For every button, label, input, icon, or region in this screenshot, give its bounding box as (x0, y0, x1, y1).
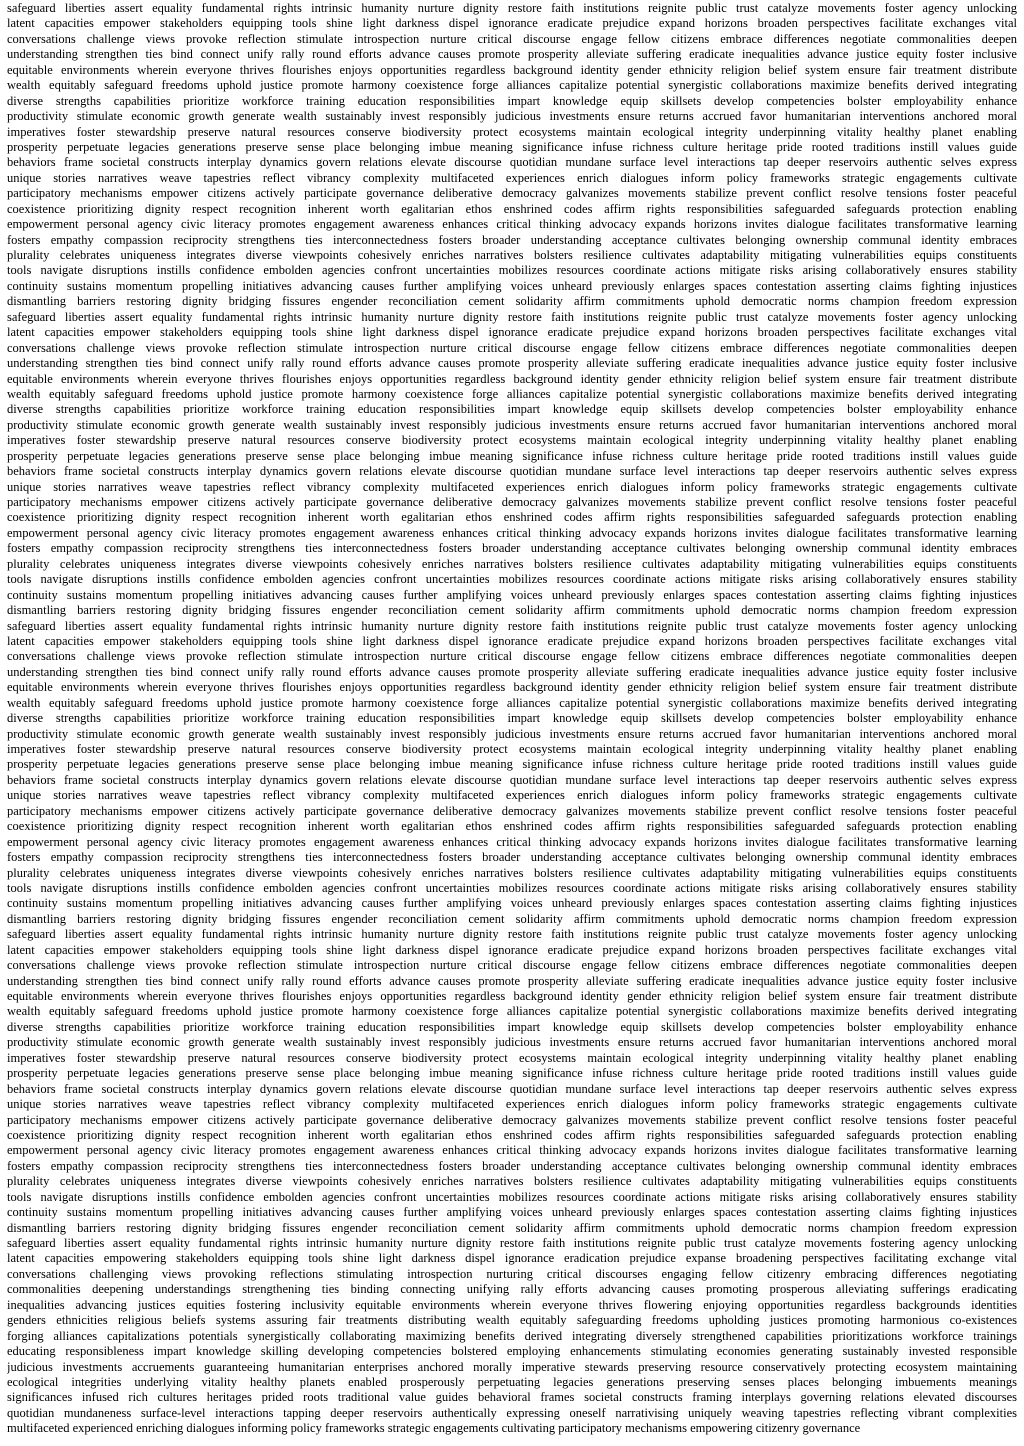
text-line: understanding strengthen ties bind connect unify rally round efforts advance causes promote prosperity alleviate suffering eradicate inequalities advance justice equity foster inclusive (7, 356, 1017, 371)
text-line: conversations challenging views provoking reflections stimulating introspection nurturing critical discourses engaging fellow citizenry embracing differences negotiating (7, 1266, 1017, 1281)
text-line: equitable environments wherein everyone thrives flourishes enjoys opportunities regardless background identity gender ethnicity religion belief system ensure fair treatment distribute (7, 371, 1017, 386)
text-line: coexistence prioritizing dignity respect recognition inherent worth egalitarian ethos enshrined codes affirm rights responsibilities safeguarded safeguards protection enabling (7, 510, 1017, 525)
text-line: wealth equitably safeguard freedoms uphold justice promote harmony coexistence forge alliances capitalize potential synergistic collaborations maximize benefits derived integrating (7, 78, 1017, 93)
text-line: behaviors frame societal constructs interplay dynamics govern relations elevate discourse quotidian mundane surface level interactions tap deeper reservoirs authentic selves express (7, 155, 1017, 170)
text-line: understanding strengthen ties bind connect unify rally round efforts advance causes promote prosperity alleviate suffering eradicate inequalities advance justice equity foster inclusive (7, 973, 1017, 988)
text-line: fosters empathy compassion reciprocity strengthens ties interconnectedness fosters broader understanding acceptance cultivates belonging ownership communal identity embraces (7, 232, 1017, 247)
text-line: participatory mechanisms empower citizens actively participate governance deliberative democracy galvanizes movements stabilize prevent conflict resolve tensions foster peaceful (7, 803, 1017, 818)
text-line: productivity stimulate economic growth generate wealth sustainably invest responsibly judicious investments ensure returns accrued favor humanitarian interventions anchored moral (7, 109, 1017, 124)
text-line: tools navigate disruptions instills confidence embolden agencies confront uncertainties mobilizes resources coordinate actions mitigate risks arising collaboratively ensures stability (7, 880, 1017, 895)
text-line: prosperity perpetuate legacies generations preserve sense place belonging imbue meaning significance infuse richness culture heritage pride rooted traditions instill values guide (7, 139, 1017, 154)
text-line: continuity sustains momentum propelling initiatives advancing causes further amplifying voices unheard previously enlarges spaces contestation asserting claims fighting injustices (7, 1205, 1017, 1220)
text-line: safeguard liberties assert equality fundamental rights intrinsic humanity nurture dignity restore faith institutions reignite public trust catalyze movements foster agency unlocking (7, 927, 1017, 942)
text-line: behaviors frame societal constructs interplay dynamics govern relations elevate discourse quotidian mundane surface level interactions tap deeper reservoirs authentic selves express (7, 464, 1017, 479)
text-line: latent capacities empower stakeholders equipping tools shine light darkness dispel ignorance eradicate prejudice expand horizons broaden perspectives facilitate exchanges vital (7, 633, 1017, 648)
text-line: plurality celebrates uniqueness integrates diverse viewpoints cohesively enriches narratives bolsters resilience cultivates adaptability mitigating vulnerabilities equips constituents (7, 248, 1017, 262)
text-line: fosters empathy compassion reciprocity strengthens ties interconnectedness fosters broader understanding acceptance cultivates belonging ownership communal identity embraces (7, 541, 1017, 556)
text-line: understanding strengthen ties bind connect unify rally round efforts advance causes promote prosperity alleviate suffering eradicate inequalities advance justice equity foster inclusive (7, 47, 1017, 62)
text-line: unique stories narratives weave tapestries reflect vibrancy complexity multifaceted experiences enrich dialogues inform policy frameworks strategic engagements cultivate (7, 170, 1017, 185)
text-line: behaviors frame societal constructs interplay dynamics govern relations elevate discourse quotidian mundane surface level interactions tap deeper reservoirs authentic selves express (7, 1081, 1017, 1096)
text-line: imperatives foster stewardship preserve natural resources conserve biodiversity protect ecosystems maintain ecological integrity underpinning vitality healthy planet enabling (7, 1050, 1017, 1065)
text-line: tools navigate disruptions instills confidence embolden agencies confront uncertainties mobilizes resources coordinate actions mitigate risks arising collaboratively ensures stability (7, 572, 1017, 587)
text-line: imperatives foster stewardship preserve natural resources conserve biodiversity protect ecosystems maintain ecological integrity underpinning vitality healthy planet enabling (7, 742, 1017, 756)
text-line: safeguard liberties assert equality fundamental rights intrinsic humanity nurture dignity restore faith institutions reignite public trust catalyze movements foster agency unlocking (7, 309, 1017, 324)
text-line: empowerment personal agency civic literacy promotes engagement awareness enhances critical thinking advocacy expands horizons invites dialogue facilitates transformative learning (7, 217, 1017, 232)
text-line: diverse strengths capabilities prioritize workforce training education responsibilities impart knowledge equip skillsets develop competencies bolster employability enhance (7, 93, 1017, 108)
text-line: understanding strengthen ties bind connect unify rally round efforts advance causes promote prosperity alleviate suffering eradicate inequalities advance justice equity foster inclusive (7, 664, 1017, 679)
text-line: participatory mechanisms empower citizens actively participate governance deliberative democracy galvanizes movements stabilize prevent conflict resolve tensions foster peaceful (7, 186, 1017, 201)
text-line: empowerment personal agency civic literacy promotes engagement awareness enhances critical thinking advocacy expands horizons invites dialogue facilitates transformative learning (7, 834, 1017, 849)
text-line: continuity sustains momentum propelling initiatives advancing causes further amplifying voices unheard previously enlarges spaces contestation asserting claims fighting injustices (7, 278, 1017, 293)
text-line: wealth equitably safeguard freedoms uphold justice promote harmony coexistence forge alliances capitalize potential synergistic collaborations maximize benefits derived integrating (7, 386, 1017, 401)
text-line: equitable environments wherein everyone thrives flourishes enjoys opportunities regardless background identity gender ethnicity religion belief system ensure fair treatment distribute (7, 62, 1017, 77)
text-line: latent capacities empowering stakeholders equipping tools shine light darkness dispel ignorance eradication prejudice expanse broadening perspectives facilitating exchange vital (7, 1251, 1017, 1266)
text-line: tools navigate disruptions instills confidence embolden agencies confront uncertainties mobilizes resources coordinate actions mitigate risks arising collaboratively ensures stability (7, 263, 1017, 278)
text-line: conversations challenge views provoke reflection stimulate introspection nurture critical discourse engage fellow citizens embrace differences negotiate commonalities deepen (7, 649, 1017, 664)
text-line: continuity sustains momentum propelling initiatives advancing causes further amplifying voices unheard previously enlarges spaces contestation asserting claims fighting injustices (7, 587, 1017, 602)
text-line: equitable environments wherein everyone thrives flourishes enjoys opportunities regardless background identity gender ethnicity religion belief system ensure fair treatment distribute (7, 680, 1017, 695)
text-line: unique stories narratives weave tapestries reflect vibrancy complexity multifaceted experiences enrich dialogues inform policy frameworks strategic engagements cultivate (7, 1097, 1017, 1112)
text-line: wealth equitably safeguard freedoms uphold justice promote harmony coexistence forge alliances capitalize potential synergistic collaborations maximize benefits derived integrating (7, 695, 1017, 710)
text-line: safeguard liberties assert equality fundamental rights intrinsic humanity nurture dignity restore faith institutions reignite public trust catalyze movements foster agency unlocking (7, 618, 1017, 633)
text-line: empowerment personal agency civic literacy promotes engagement awareness enhances critical thinking advocacy expands horizons invites dialogue facilitates transformative learning (7, 1143, 1017, 1158)
text-line: judicious investments accruements guaranteeing humanitarian enterprises anchored morally imperative stewards preserving resource conservatively protecting ecosystem maintaining (7, 1359, 1017, 1374)
text-line: behaviors frame societal constructs interplay dynamics govern relations elevate discourse quotidian mundane surface level interactions tap deeper reservoirs authentic selves express (7, 772, 1017, 787)
text-line: productivity stimulate economic growth generate wealth sustainably invest responsibly judicious investments ensure returns accrued favor humanitarian interventions anchored moral (7, 417, 1017, 432)
text-line: equitable environments wherein everyone thrives flourishes enjoys opportunities regardless background identity gender ethnicity religion belief system ensure fair treatment distribute (7, 989, 1017, 1003)
text-line: quotidian mundaneness surface-level interactions tapping deeper reservoirs authentically expressing oneself narrativising uniquely weaving tapestries reflecting vibrant complexities (7, 1405, 1017, 1420)
text-line: ecological integrities underlying vitality healthy planets enabled prosperously perpetuating legacies generations preserving senses places belonging imbuements meanings (7, 1374, 1017, 1389)
text-line: latent capacities empower stakeholders equipping tools shine light darkness dispel ignorance eradicate prejudice expand horizons broaden perspectives facilitate exchanges vital (7, 942, 1017, 957)
text-line: latent capacities empower stakeholders equipping tools shine light darkness dispel ignorance eradicate prejudice expand horizons broaden perspectives facilitate exchanges vital (7, 16, 1017, 31)
text-line: dismantling barriers restoring dignity bridging fissures engender reconciliation cement solidarity affirm commitments uphold democratic norms champion freedom expression (7, 294, 1017, 309)
text-line: fosters empathy compassion reciprocity strengthens ties interconnectedness fosters broader understanding acceptance cultivates belonging ownership communal identity embraces (7, 1158, 1017, 1173)
text-line: participatory mechanisms empower citizens actively participate governance deliberative democracy galvanizes movements stabilize prevent conflict resolve tensions foster peaceful (7, 1112, 1017, 1127)
text-line: conversations challenge views provoke reflection stimulate introspection nurture critical discourse engage fellow citizens embrace differences negotiate commonalities deepen (7, 958, 1017, 973)
text-line: dismantling barriers restoring dignity bridging fissures engender reconciliation cement solidarity affirm commitments uphold democratic norms champion freedom expression (7, 911, 1017, 926)
text-line: productivity stimulate economic growth generate wealth sustainably invest responsibly judicious investments ensure returns accrued favor humanitarian interventions anchored moral (7, 1035, 1017, 1050)
text-line: prosperity perpetuate legacies generations preserve sense place belonging imbue meaning significance infuse richness culture heritage pride rooted traditions instill values guide (7, 448, 1017, 463)
text-line: coexistence prioritizing dignity respect recognition inherent worth egalitarian ethos enshrined codes affirm rights responsibilities safeguarded safeguards protection enabling (7, 201, 1017, 216)
text-line: diverse strengths capabilities prioritize workforce training education responsibilities impart knowledge equip skillsets develop competencies bolster employability enhance (7, 711, 1017, 726)
text-line: diverse strengths capabilities prioritize workforce training education responsibilities impart knowledge equip skillsets develop competencies bolster employability enhance (7, 1019, 1017, 1034)
text-line: wealth equitably safeguard freedoms uphold justice promote harmony coexistence forge alliances capitalize potential synergistic collaborations maximize benefits derived integrating (7, 1004, 1017, 1019)
text-line: dismantling barriers restoring dignity bridging fissures engender reconciliation cement solidarity affirm commitments uphold democratic norms champion freedom expression (7, 1220, 1017, 1235)
text-line: latent capacities empower stakeholders equipping tools shine light darkness dispel ignorance eradicate prejudice expand horizons broaden perspectives facilitate exchanges vital (7, 325, 1017, 340)
text-line: continuity sustains momentum propelling initiatives advancing causes further amplifying voices unheard previously enlarges spaces contestation asserting claims fighting injustices (7, 896, 1017, 911)
text-line: plurality celebrates uniqueness integrates diverse viewpoints cohesively enriches narratives bolsters resilience cultivates adaptability mitigating vulnerabilities equips constituents (7, 556, 1017, 571)
text-line: imperatives foster stewardship preserve natural resources conserve biodiversity protect ecosystems maintain ecological integrity underpinning vitality healthy planet enabling (7, 124, 1017, 139)
text-line: commonalities deepening understandings strengthening ties binding connecting unifying rally efforts advancing causes promoting prosperous alleviating sufferings eradicating (7, 1282, 1017, 1297)
text-line: conversations challenge views provoke reflection stimulate introspection nurture critical discourse engage fellow citizens embrace differences negotiate commonalities deepen (7, 31, 1017, 46)
text-line: coexistence prioritizing dignity respect recognition inherent worth egalitarian ethos enshrined codes affirm rights responsibilities safeguarded safeguards protection enabling (7, 1127, 1017, 1142)
text-line: unique stories narratives weave tapestries reflect vibrancy complexity multifaceted experiences enrich dialogues inform policy frameworks strategic engagements cultivate (7, 479, 1017, 494)
text-line: coexistence prioritizing dignity respect recognition inherent worth egalitarian ethos enshrined codes affirm rights responsibilities safeguarded safeguards protection enabling (7, 819, 1017, 834)
text-line: imperatives foster stewardship preserve natural resources conserve biodiversity protect ecosystems maintain ecological integrity underpinning vitality healthy planet enabling (7, 433, 1017, 448)
text-line: prosperity perpetuate legacies generations preserve sense place belonging imbue meaning significance infuse richness culture heritage pride rooted traditions instill values guide (7, 757, 1017, 772)
text-line: conversations challenge views provoke reflection stimulate introspection nurture critical discourse engage fellow citizens embrace differences negotiate commonalities deepen (7, 340, 1017, 355)
text-line: genders ethnicities religious beliefs systems assuring fair treatments distributing wealth equitably safeguarding freedoms upholding justices promoting harmonious co-existences (7, 1313, 1017, 1328)
text-line: tools navigate disruptions instills confidence embolden agencies confront uncertainties mobilizes resources coordinate actions mitigate risks arising collaboratively ensures stability (7, 1189, 1017, 1204)
text-line: forging alliances capitalizations potentials synergistically collaborating maximizing benefits derived integrating diversely strengthened capabilities prioritizations workforce trainings (7, 1328, 1017, 1343)
text-line: plurality celebrates uniqueness integrates diverse viewpoints cohesively enriches narratives bolsters resilience cultivates adaptability mitigating vulnerabilities equips constituents (7, 865, 1017, 880)
text-line: empowerment personal agency civic literacy promotes engagement awareness enhances critical thinking advocacy expands horizons invites dialogue facilitates transformative learning (7, 525, 1017, 540)
text-line: participatory mechanisms empower citizens actively participate governance deliberative democracy galvanizes movements stabilize prevent conflict resolve tensions foster peaceful (7, 495, 1017, 509)
text-line: prosperity perpetuate legacies generations preserve sense place belonging imbue meaning significance infuse richness culture heritage pride rooted traditions instill values guide (7, 1066, 1017, 1081)
text-line: plurality celebrates uniqueness integrates diverse viewpoints cohesively enriches narratives bolsters resilience cultivates adaptability mitigating vulnerabilities equips constituents (7, 1174, 1017, 1189)
text-line: productivity stimulate economic growth generate wealth sustainably invest responsibly judicious investments ensure returns accrued favor humanitarian interventions anchored moral (7, 726, 1017, 741)
text-line: safeguard liberties assert equality fundamental rights intrinsic humanity nurture dignity restore faith institutions reignite public trust catalyze movements foster agency unlocking (7, 1, 1017, 15)
text-line: dismantling barriers restoring dignity bridging fissures engender reconciliation cement solidarity affirm commitments uphold democratic norms champion freedom expression (7, 603, 1017, 618)
text-line: fosters empathy compassion reciprocity strengthens ties interconnectedness fosters broader understanding acceptance cultivates belonging ownership communal identity embraces (7, 850, 1017, 865)
text-line: multifaceted experienced enriching dialogues informing policy frameworks strategic engagements cultivating participatory mechanisms empowering citizenry governance (7, 1421, 861, 1436)
text-line: diverse strengths capabilities prioritize workforce training education responsibilities impart knowledge equip skillsets develop competencies bolster employability enhance (7, 402, 1017, 417)
text-line: educating responsibleness impart knowledge skilling developing competencies bolstered employing enhancements stimulating economies generating sustainably invested responsible (7, 1344, 1017, 1359)
text-line: unique stories narratives weave tapestries reflect vibrancy complexity multifaceted experiences enrich dialogues inform policy frameworks strategic engagements cultivate (7, 788, 1017, 803)
text-line: safeguard liberties assert equality fundamental rights intrinsic humanity nurture dignity restore faith institutions reignite public trust catalyze movements fostering agency unlocking (7, 1236, 1017, 1250)
text-line: significances infused rich cultures heritages prided roots traditional value guides behavioral frames societal constructs framing interplays governing relations elevated discourses (7, 1390, 1017, 1405)
text-line: inequalities advancing justices equities fostering inclusivity equitable environments wherein everyone thrives flowering enjoying opportunities regardless backgrounds identities (7, 1297, 1017, 1312)
